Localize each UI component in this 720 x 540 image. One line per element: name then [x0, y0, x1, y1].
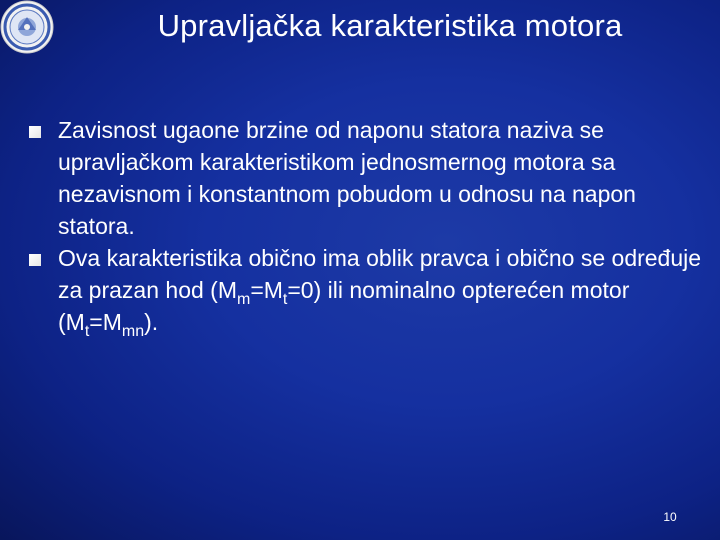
page-number: 10 — [663, 510, 677, 524]
bullet-text-2-part2: =M — [250, 277, 283, 303]
slide-title: Upravljačka karakteristika motora — [157, 8, 623, 43]
bullet-list — [26, 114, 706, 338]
subscript-mn: mn — [121, 323, 145, 340]
subscript-t-2: t — [84, 323, 90, 340]
bullet-text-2-part5: ). — [144, 309, 159, 335]
square-bullet-icon — [29, 126, 41, 138]
bullet-text-2-part1: Ova karakteristika obično ima oblik pravca i obično se određuje za prazan hod (M — [58, 245, 702, 303]
subscript-m: m — [236, 291, 251, 308]
bullet-item-2 — [26, 242, 706, 338]
bullet-text-2-part4: =M — [89, 309, 122, 335]
square-bullet-icon — [29, 254, 41, 266]
subscript-t: t — [282, 291, 288, 308]
bullet-item-1 — [26, 114, 706, 242]
bullet-text-1: Zavisnost ugaone brzine od naponu statora naziva se upravljačkom karakteristikom jednosmernog motora sa nezavisnom i konstantnom pobudom u odnosu na napon statora. — [58, 117, 636, 239]
university-seal-icon — [0, 0, 54, 54]
bullet-text-2-part3: =0) ili nominalno opterećen motor (M — [58, 277, 630, 335]
